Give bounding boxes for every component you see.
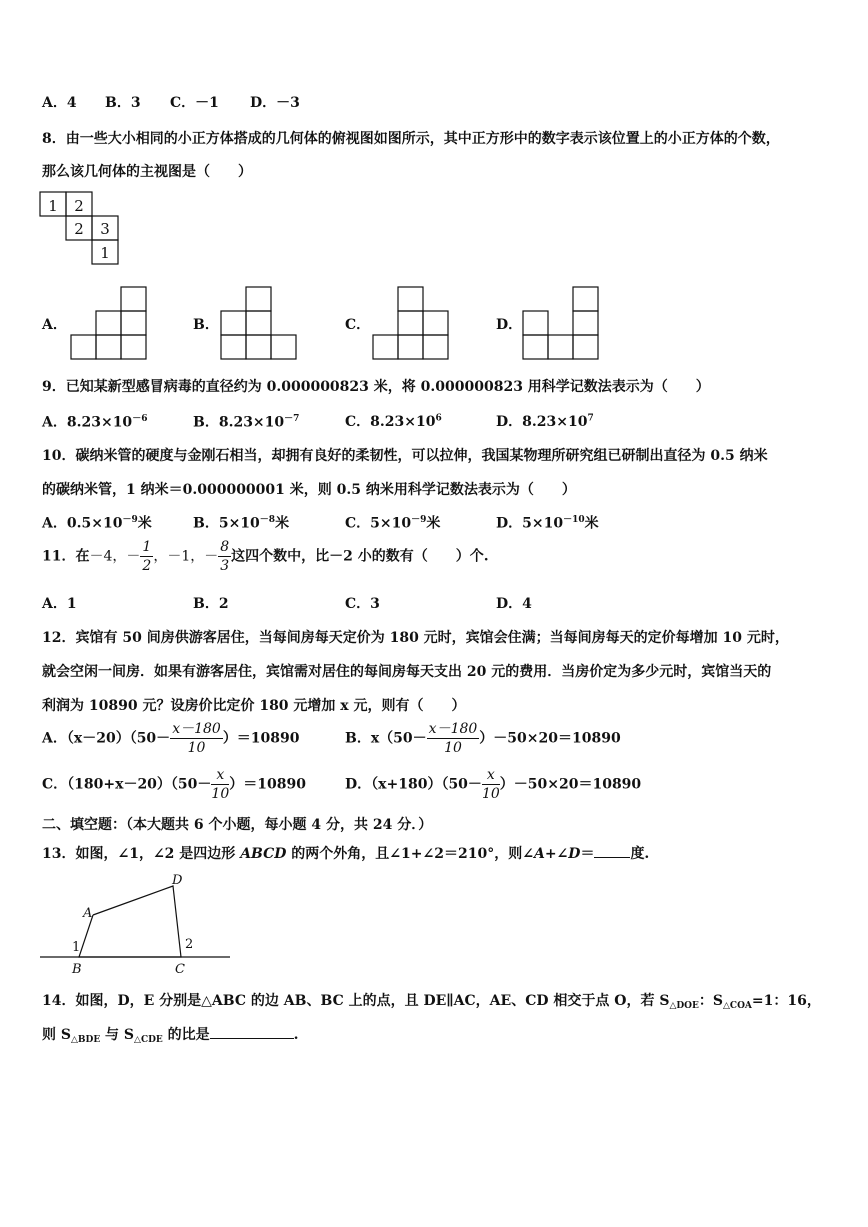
q11-option-d: D．4 bbox=[496, 596, 532, 612]
q8-text-line1: 8．由一些大小相同的小正方体搭成的几何体的俯视图如图所示，其中正方形中的数字表示该位置上的小正方体的个数， bbox=[42, 131, 780, 147]
q13-label-B: B bbox=[72, 962, 82, 977]
q11-option-b: B．2 bbox=[193, 596, 229, 612]
q11-option-a: A．1 bbox=[42, 596, 77, 612]
q12-option-a: A．（x－20）（50－ $\frac{x-180}{10}$ ）＝10890 bbox=[42, 721, 300, 756]
q7-option-c: C．－1 bbox=[170, 95, 219, 111]
q9-option-a: A．$8.23\times 10^{-6}$ bbox=[42, 414, 148, 431]
q11-text: 11．在－4，－ $\frac{1}{2}$ ，－1，－ $\frac{8}{3}$ 这四个数中，比－2 小的数有（ ）个. bbox=[42, 539, 489, 574]
q8-cell-3: 2 bbox=[74, 220, 84, 238]
q12-option-c: C．（180+x－20）（50－ $\frac{x}{10}$ ）＝10890 bbox=[42, 767, 306, 802]
q12-option-d: D．（x+180）（50－ $\frac{x}{10}$ ）－50×20＝10890 bbox=[345, 767, 642, 802]
q13-answer-blank[interactable] bbox=[594, 857, 630, 858]
q11-option-c: C．3 bbox=[345, 596, 380, 612]
section2-title: 二、填空题：（本大题共 6 个小题，每小题 4 分，共 24 分．） bbox=[42, 817, 433, 833]
q9-text: 9．已知某新型感冒病毒的直径约为 0.000000823 米，将 0.000000823 用科学记数法表示为（ ） bbox=[42, 379, 710, 395]
q14-text-line2: 则 $S_{\triangle BDE}$ 与 $S_{\triangle CDE}$ 的比是 . bbox=[42, 1027, 299, 1045]
q8-cell-2: 2 bbox=[74, 197, 84, 215]
q12-text-line1: 12．宾馆有 50 间房供游客居住，当每间房每天定价为 180 元时，宾馆会住满；当每间房每天的定价每增加 10 元时， bbox=[42, 630, 789, 646]
q12-text-line3: 利润为 10890 元？设房价比定价 180 元增加 x 元，则有（ ） bbox=[42, 698, 466, 714]
q12-text-line2: 就会空闲一间房．如果有游客居住，宾馆需对居住的每间房每天支出 20 元的费用．当房价定为多少元时，宾馆当天的 bbox=[42, 664, 772, 680]
q8-cell-1: 1 bbox=[48, 197, 58, 215]
q10-option-b: B．$5\times 10^{-8}$米 bbox=[193, 515, 290, 532]
q13-label-1: 1 bbox=[72, 940, 81, 955]
q13-text: 13．如图，∠1，∠2 是四边形 ABCD 的两个外角，且∠1+∠2＝210°，则∠A+∠D＝ 度. bbox=[42, 846, 650, 862]
q8-option-b-label: B． bbox=[193, 317, 219, 333]
q10-text-line2: 的碳纳米管，1 纳米＝0.000000001 米，则 0.5 纳米用科学记数法表示为（ ） bbox=[42, 482, 576, 498]
q13-label-C: C bbox=[175, 962, 185, 977]
q9-option-b: B．$8.23\times 10^{-7}$ bbox=[193, 414, 300, 431]
q8-option-a-figure bbox=[70, 285, 148, 361]
q9-option-c: C．$8.23\times 10^6$ bbox=[345, 413, 442, 430]
q7-option-b: B．3 bbox=[105, 95, 141, 111]
q10-option-a: A．$0.5\times 10^{-9}$米 bbox=[42, 515, 152, 532]
q10-text-line1: 10．碳纳米管的硬度与金刚石相当，却拥有良好的柔韧性，可以拉伸，我国某物理所研究组已研制出直径为 0.5 纳米 bbox=[42, 448, 768, 464]
q10-option-d: D．$5\times 10^{-10}$米 bbox=[496, 515, 599, 532]
q8-option-c-label: C． bbox=[345, 317, 371, 333]
q8-top-view-figure bbox=[38, 190, 128, 272]
q13-quadrilateral-figure bbox=[38, 870, 238, 978]
q14-answer-blank[interactable] bbox=[210, 1038, 294, 1039]
q7-option-d: D．－3 bbox=[250, 95, 300, 111]
q9-option-d: D．$8.23\times 10^7$ bbox=[496, 413, 594, 430]
q8-text-line2: 那么该几何体的主视图是（ ） bbox=[42, 164, 252, 180]
q8-option-d-figure bbox=[522, 285, 602, 361]
q8-cell-4: 3 bbox=[100, 220, 110, 238]
q8-option-c-figure bbox=[372, 285, 450, 361]
q13-label-A: A bbox=[83, 906, 93, 921]
q7-option-a: A．4 bbox=[42, 95, 77, 111]
q14-text-line1: 14．如图，D，E 分别是△ABC 的边 AB、BC 上的点，且 DE∥AC，AE、CD 相交于点 O，若 $S_{\triangle DOE}$：$S_{\triangle COA}=1$：16， bbox=[42, 993, 821, 1011]
q13-label-2: 2 bbox=[185, 937, 194, 952]
q12-option-b: B．x（50－ $\frac{x-180}{10}$ ）－50×20＝10890 bbox=[345, 721, 621, 756]
q10-option-c: C．$5\times 10^{-9}$米 bbox=[345, 515, 441, 532]
q11-fraction-1-2: $\frac{1}{2}$ bbox=[142, 539, 152, 574]
q8-option-b-figure bbox=[220, 285, 298, 361]
q8-option-a-label: A． bbox=[42, 317, 67, 333]
q13-label-D: D bbox=[172, 873, 183, 888]
q8-option-d-label: D． bbox=[496, 317, 523, 333]
q8-cell-5: 1 bbox=[100, 244, 110, 262]
q11-fraction-8-3: $\frac{8}{3}$ bbox=[220, 539, 230, 574]
